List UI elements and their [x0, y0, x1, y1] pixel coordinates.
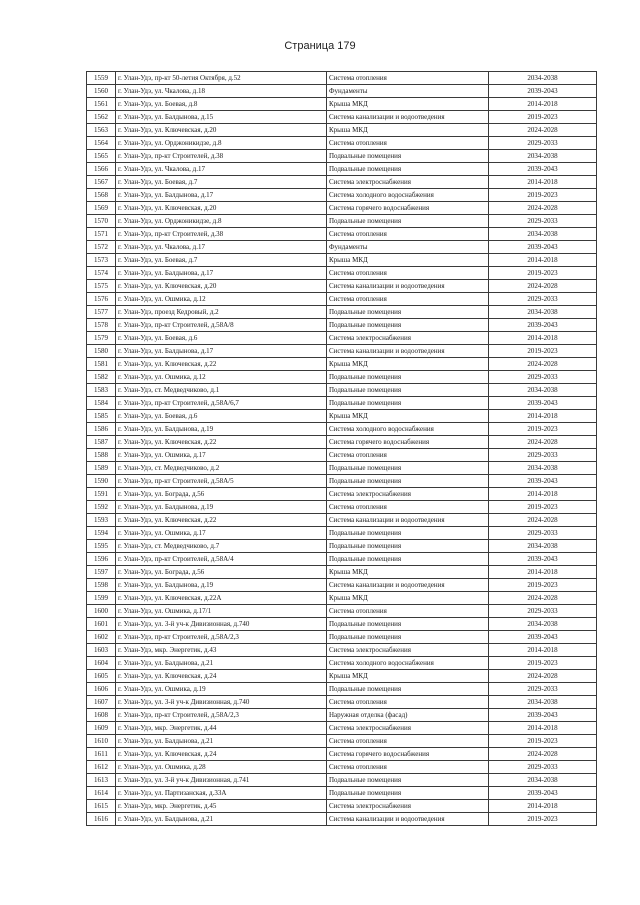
row-address: г. Улан-Удэ, ст. Медведчиково, д.1 [116, 384, 327, 397]
row-address: г. Улан-Удэ, ул. Ошмика, д.17/1 [116, 605, 327, 618]
row-period: 2014-2018 [489, 176, 597, 189]
row-work-type: Система отопления [327, 735, 489, 748]
row-address: г. Улан-Удэ, ул. Орджоникидзе, д.8 [116, 137, 327, 150]
table-row [87, 813, 597, 826]
row-address: г. Улан-Удэ, ул. Бограда, д.56 [116, 566, 327, 579]
row-work-type: Система отопления [327, 761, 489, 774]
table-row [87, 800, 597, 813]
row-period: 2019-2023 [489, 267, 597, 280]
row-work-type: Система электроснабжения [327, 722, 489, 735]
row-period: 2024-2028 [489, 358, 597, 371]
row-address: г. Улан-Удэ, проезд Кедровый, д.2 [116, 306, 327, 319]
row-number: 1564 [87, 137, 116, 150]
table-row [87, 241, 597, 254]
table-row [87, 202, 597, 215]
table-row [87, 215, 597, 228]
row-number: 1559 [87, 72, 116, 85]
row-address: г. Улан-Удэ, ул. Ключевская, д.22 [116, 358, 327, 371]
row-period: 2019-2023 [489, 579, 597, 592]
row-work-type: Подвальные помещения [327, 397, 489, 410]
table-row [87, 254, 597, 267]
row-period: 2019-2023 [489, 345, 597, 358]
row-period: 2024-2028 [489, 436, 597, 449]
row-work-type: Крыша МКД [327, 358, 489, 371]
row-address: г. Улан-Удэ, пр-кт Строителей, д.38 [116, 228, 327, 241]
row-address: г. Улан-Удэ, ул. Боевая, д.6 [116, 332, 327, 345]
row-address: г. Улан-Удэ, мкр. Энергетик, д.45 [116, 800, 327, 813]
row-address: г. Улан-Удэ, пр-кт Строителей, д.58А/2,3 [116, 709, 327, 722]
row-period: 2034-2038 [489, 618, 597, 631]
row-period: 2014-2018 [489, 800, 597, 813]
row-work-type: Система отопления [327, 696, 489, 709]
row-work-type: Система отопления [327, 293, 489, 306]
row-period: 2014-2018 [489, 332, 597, 345]
row-number: 1593 [87, 514, 116, 527]
row-work-type: Подвальные помещения [327, 787, 489, 800]
row-number: 1616 [87, 813, 116, 826]
table-row [87, 553, 597, 566]
row-period: 2014-2018 [489, 488, 597, 501]
row-address: г. Улан-Удэ, ул. Ключевская, д.20 [116, 124, 327, 137]
row-address: г. Улан-Удэ, ул. Ошмика, д.28 [116, 761, 327, 774]
table-row [87, 72, 597, 85]
row-period: 2039-2043 [489, 709, 597, 722]
row-period: 2034-2038 [489, 306, 597, 319]
row-period: 2019-2023 [489, 735, 597, 748]
table-row [87, 423, 597, 436]
row-number: 1615 [87, 800, 116, 813]
row-period: 2029-2033 [489, 761, 597, 774]
row-address: г. Улан-Удэ, пр-кт Строителей, д.58А/2,3 [116, 631, 327, 644]
table-row [87, 371, 597, 384]
table-row [87, 397, 597, 410]
table-row [87, 709, 597, 722]
row-period: 2024-2028 [489, 748, 597, 761]
row-address: г. Улан-Удэ, ул. Ошмика, д.17 [116, 449, 327, 462]
table-row [87, 462, 597, 475]
row-period: 2039-2043 [489, 397, 597, 410]
table-row [87, 358, 597, 371]
row-address: г. Улан-Удэ, ул. Балдынова, д.15 [116, 111, 327, 124]
row-address: г. Улан-Удэ, пр-кт Строителей, д.58А/4 [116, 553, 327, 566]
row-address: г. Улан-Удэ, пр-кт Строителей, д.58А/6,7 [116, 397, 327, 410]
row-number: 1605 [87, 670, 116, 683]
row-work-type: Система холодного водоснабжения [327, 423, 489, 436]
table-row [87, 345, 597, 358]
row-work-type: Система холодного водоснабжения [327, 657, 489, 670]
row-work-type: Система электроснабжения [327, 332, 489, 345]
row-work-type: Подвальные помещения [327, 215, 489, 228]
row-work-type: Подвальные помещения [327, 319, 489, 332]
row-address: г. Улан-Удэ, ул. Боевая, д.8 [116, 98, 327, 111]
row-address: г. Улан-Удэ, ул. Боевая, д.7 [116, 254, 327, 267]
row-work-type: Подвальные помещения [327, 475, 489, 488]
row-address: г. Улан-Удэ, ст. Медведчиково, д.2 [116, 462, 327, 475]
row-number: 1572 [87, 241, 116, 254]
row-period: 2039-2043 [489, 475, 597, 488]
row-number: 1608 [87, 709, 116, 722]
row-number: 1576 [87, 293, 116, 306]
row-period: 2024-2028 [489, 514, 597, 527]
row-address: г. Улан-Удэ, ул. Чкалова, д.17 [116, 163, 327, 176]
row-period: 2034-2038 [489, 384, 597, 397]
row-period: 2039-2043 [489, 319, 597, 332]
row-number: 1602 [87, 631, 116, 644]
row-address: г. Улан-Удэ, мкр. Энергетик, д.44 [116, 722, 327, 735]
row-work-type: Подвальные помещения [327, 553, 489, 566]
table-row [87, 98, 597, 111]
row-period: 2024-2028 [489, 592, 597, 605]
row-number: 1595 [87, 540, 116, 553]
row-address: г. Улан-Удэ, пр-кт Строителей, д.58А/5 [116, 475, 327, 488]
table-row [87, 176, 597, 189]
row-number: 1598 [87, 579, 116, 592]
row-period: 2034-2038 [489, 774, 597, 787]
row-address: г. Улан-Удэ, ул. Ошмика, д.12 [116, 371, 327, 384]
row-address: г. Улан-Удэ, ул. Балдынова, д.17 [116, 189, 327, 202]
row-number: 1570 [87, 215, 116, 228]
row-address: г. Улан-Удэ, ул. Ключевская, д.22А [116, 592, 327, 605]
row-work-type: Система электроснабжения [327, 644, 489, 657]
row-period: 2029-2033 [489, 527, 597, 540]
row-work-type: Крыша МКД [327, 124, 489, 137]
row-period: 2039-2043 [489, 787, 597, 800]
table-row [87, 501, 597, 514]
row-period: 2014-2018 [489, 410, 597, 423]
row-period: 2029-2033 [489, 137, 597, 150]
table-row [87, 514, 597, 527]
row-address: г. Улан-Удэ, пр-кт Строителей, д.58А/8 [116, 319, 327, 332]
table-row [87, 774, 597, 787]
row-number: 1587 [87, 436, 116, 449]
row-address: г. Улан-Удэ, ул. Балдынова, д.21 [116, 735, 327, 748]
table-row [87, 631, 597, 644]
row-address: г. Улан-Удэ, ул. Чкалова, д.18 [116, 85, 327, 98]
row-address: г. Улан-Удэ, ул. Балдынова, д.19 [116, 579, 327, 592]
row-address: г. Улан-Удэ, ул. Ключевская, д.24 [116, 670, 327, 683]
row-period: 2029-2033 [489, 371, 597, 384]
row-work-type: Подвальные помещения [327, 774, 489, 787]
row-number: 1584 [87, 397, 116, 410]
row-period: 2019-2023 [489, 813, 597, 826]
table-row [87, 384, 597, 397]
table-row [87, 293, 597, 306]
row-work-type: Подвальные помещения [327, 371, 489, 384]
row-address: г. Улан-Удэ, ул. Балдынова, д.19 [116, 501, 327, 514]
row-work-type: Система канализации и водоотведения [327, 111, 489, 124]
row-work-type: Система горячего водоснабжения [327, 748, 489, 761]
row-work-type: Подвальные помещения [327, 163, 489, 176]
row-address: г. Улан-Удэ, ул. Балдынова, д.17 [116, 345, 327, 358]
row-address: г. Улан-Удэ, ул. Партизанская, д.33А [116, 787, 327, 800]
row-address: г. Улан-Удэ, ул. Боевая, д.7 [116, 176, 327, 189]
row-number: 1561 [87, 98, 116, 111]
row-period: 2014-2018 [489, 644, 597, 657]
table-row [87, 111, 597, 124]
table-row [87, 436, 597, 449]
row-number: 1604 [87, 657, 116, 670]
row-work-type: Крыша МКД [327, 98, 489, 111]
table-row [87, 566, 597, 579]
row-number: 1582 [87, 371, 116, 384]
row-number: 1588 [87, 449, 116, 462]
table-row [87, 163, 597, 176]
table-row [87, 605, 597, 618]
row-address: г. Улан-Удэ, ул. Чкалова, д.17 [116, 241, 327, 254]
row-period: 2039-2043 [489, 241, 597, 254]
table-row [87, 267, 597, 280]
table-row [87, 644, 597, 657]
row-work-type: Крыша МКД [327, 410, 489, 423]
registry-table-body [87, 72, 597, 826]
row-number: 1562 [87, 111, 116, 124]
row-number: 1611 [87, 748, 116, 761]
row-number: 1590 [87, 475, 116, 488]
row-number: 1591 [87, 488, 116, 501]
table-row [87, 657, 597, 670]
table-row [87, 722, 597, 735]
row-address: г. Улан-Удэ, ул. Балдынова, д.21 [116, 657, 327, 670]
page-header: Страница 179 [284, 40, 356, 52]
table-row [87, 410, 597, 423]
row-period: 2024-2028 [489, 124, 597, 137]
row-number: 1609 [87, 722, 116, 735]
row-work-type: Подвальные помещения [327, 683, 489, 696]
row-number: 1589 [87, 462, 116, 475]
row-number: 1571 [87, 228, 116, 241]
table-row [87, 683, 597, 696]
table-row [87, 475, 597, 488]
row-period: 2014-2018 [489, 254, 597, 267]
table-row [87, 228, 597, 241]
row-number: 1606 [87, 683, 116, 696]
table-row [87, 280, 597, 293]
row-work-type: Наружная отделка (фасад) [327, 709, 489, 722]
row-period: 2034-2038 [489, 462, 597, 475]
row-work-type: Система электроснабжения [327, 800, 489, 813]
row-period: 2029-2033 [489, 293, 597, 306]
row-number: 1583 [87, 384, 116, 397]
row-work-type: Система электроснабжения [327, 176, 489, 189]
row-period: 2034-2038 [489, 696, 597, 709]
row-work-type: Крыша МКД [327, 592, 489, 605]
row-number: 1567 [87, 176, 116, 189]
row-address: г. Улан-Удэ, ул. Бограда, д.56 [116, 488, 327, 501]
row-number: 1610 [87, 735, 116, 748]
row-work-type: Подвальные помещения [327, 462, 489, 475]
table-row [87, 124, 597, 137]
row-address: г. Улан-Удэ, пр-кт 50-летия Октября, д.52 [116, 72, 327, 85]
row-number: 1600 [87, 605, 116, 618]
row-address: г. Улан-Удэ, ул. Ключевская, д.20 [116, 202, 327, 215]
row-number: 1565 [87, 150, 116, 163]
row-number: 1603 [87, 644, 116, 657]
row-period: 2014-2018 [489, 566, 597, 579]
table-row [87, 527, 597, 540]
row-number: 1614 [87, 787, 116, 800]
row-number: 1579 [87, 332, 116, 345]
row-address: г. Улан-Удэ, ул. Балдынова, д.19 [116, 423, 327, 436]
row-number: 1585 [87, 410, 116, 423]
row-work-type: Фундаменты [327, 241, 489, 254]
row-number: 1575 [87, 280, 116, 293]
row-work-type: Система отопления [327, 228, 489, 241]
row-work-type: Подвальные помещения [327, 306, 489, 319]
table-row [87, 761, 597, 774]
table-row [87, 696, 597, 709]
row-number: 1601 [87, 618, 116, 631]
row-work-type: Подвальные помещения [327, 527, 489, 540]
row-number: 1560 [87, 85, 116, 98]
row-work-type: Система канализации и водоотведения [327, 813, 489, 826]
table-row [87, 332, 597, 345]
row-work-type: Система отопления [327, 605, 489, 618]
row-period: 2014-2018 [489, 98, 597, 111]
row-period: 2019-2023 [489, 501, 597, 514]
row-period: 2029-2033 [489, 215, 597, 228]
row-address: г. Улан-Удэ, ул. Балдынова, д.21 [116, 813, 327, 826]
row-work-type: Система горячего водоснабжения [327, 202, 489, 215]
table-row [87, 306, 597, 319]
row-address: г. Улан-Удэ, ул. 3-й уч-к Дивизионная, д.741 [116, 774, 327, 787]
table-row [87, 787, 597, 800]
row-address: г. Улан-Удэ, мкр. Энергетик, д.43 [116, 644, 327, 657]
row-number: 1599 [87, 592, 116, 605]
row-work-type: Система канализации и водоотведения [327, 280, 489, 293]
row-period: 2024-2028 [489, 670, 597, 683]
table-row [87, 150, 597, 163]
row-address: г. Улан-Удэ, ул. Ключевская, д.20 [116, 280, 327, 293]
row-period: 2034-2038 [489, 150, 597, 163]
row-work-type: Система отопления [327, 449, 489, 462]
row-work-type: Система холодного водоснабжения [327, 189, 489, 202]
table-row [87, 189, 597, 202]
row-number: 1568 [87, 189, 116, 202]
row-address: г. Улан-Удэ, ул. Ошмика, д.17 [116, 527, 327, 540]
row-work-type: Система канализации и водоотведения [327, 579, 489, 592]
row-number: 1580 [87, 345, 116, 358]
row-number: 1586 [87, 423, 116, 436]
row-address: г. Улан-Удэ, пр-кт Строителей, д.38 [116, 150, 327, 163]
row-work-type: Система отопления [327, 72, 489, 85]
row-address: г. Улан-Удэ, ул. Ошмика, д.19 [116, 683, 327, 696]
row-number: 1574 [87, 267, 116, 280]
row-number: 1566 [87, 163, 116, 176]
row-number: 1613 [87, 774, 116, 787]
table-row [87, 540, 597, 553]
table-row [87, 85, 597, 98]
row-period: 2029-2033 [489, 449, 597, 462]
row-work-type: Подвальные помещения [327, 540, 489, 553]
registry-table [86, 71, 597, 826]
row-work-type: Система отопления [327, 267, 489, 280]
row-period: 2034-2038 [489, 540, 597, 553]
row-number: 1569 [87, 202, 116, 215]
row-period: 2019-2023 [489, 423, 597, 436]
row-address: г. Улан-Удэ, ул. 3-й уч-к Дивизионная, д.740 [116, 618, 327, 631]
row-work-type: Подвальные помещения [327, 150, 489, 163]
row-address: г. Улан-Удэ, ул. Ключевская, д.22 [116, 514, 327, 527]
row-address: г. Улан-Удэ, ул. 3-й уч-к Дивизионная, д.740 [116, 696, 327, 709]
row-number: 1594 [87, 527, 116, 540]
row-number: 1597 [87, 566, 116, 579]
row-address: г. Улан-Удэ, ул. Балдынова, д.17 [116, 267, 327, 280]
row-address: г. Улан-Удэ, ул. Ошмика, д.12 [116, 293, 327, 306]
row-work-type: Система канализации и водоотведения [327, 345, 489, 358]
row-period: 2019-2023 [489, 189, 597, 202]
row-work-type: Фундаменты [327, 85, 489, 98]
row-period: 2024-2028 [489, 202, 597, 215]
row-address: г. Улан-Удэ, ул. Ключевская, д.22 [116, 436, 327, 449]
table-row [87, 319, 597, 332]
row-number: 1581 [87, 358, 116, 371]
row-number: 1563 [87, 124, 116, 137]
table-row [87, 579, 597, 592]
row-period: 2024-2028 [489, 280, 597, 293]
table-row [87, 592, 597, 605]
row-work-type: Система горячего водоснабжения [327, 436, 489, 449]
row-number: 1607 [87, 696, 116, 709]
row-work-type: Крыша МКД [327, 254, 489, 267]
table-row [87, 735, 597, 748]
row-number: 1592 [87, 501, 116, 514]
table-row [87, 748, 597, 761]
row-period: 2039-2043 [489, 631, 597, 644]
row-work-type: Система отопления [327, 137, 489, 150]
row-number: 1577 [87, 306, 116, 319]
row-period: 2014-2018 [489, 722, 597, 735]
row-period: 2039-2043 [489, 553, 597, 566]
table-row [87, 449, 597, 462]
row-period: 2034-2038 [489, 228, 597, 241]
row-work-type: Система отопления [327, 501, 489, 514]
row-number: 1573 [87, 254, 116, 267]
row-work-type: Подвальные помещения [327, 384, 489, 397]
row-period: 2039-2043 [489, 85, 597, 98]
row-period: 2019-2023 [489, 657, 597, 670]
table-row [87, 618, 597, 631]
row-period: 2039-2043 [489, 163, 597, 176]
row-period: 2019-2023 [489, 111, 597, 124]
table-row [87, 488, 597, 501]
row-period: 2029-2033 [489, 683, 597, 696]
row-work-type: Крыша МКД [327, 566, 489, 579]
row-number: 1596 [87, 553, 116, 566]
row-work-type: Крыша МКД [327, 670, 489, 683]
row-period: 2029-2033 [489, 605, 597, 618]
row-work-type: Подвальные помещения [327, 631, 489, 644]
table-row [87, 137, 597, 150]
row-number: 1612 [87, 761, 116, 774]
row-work-type: Подвальные помещения [327, 618, 489, 631]
row-number: 1578 [87, 319, 116, 332]
row-address: г. Улан-Удэ, ул. Орджоникидзе, д.8 [116, 215, 327, 228]
row-address: г. Улан-Удэ, ул. Ключевская, д.24 [116, 748, 327, 761]
row-address: г. Улан-Удэ, ул. Боевая, д.6 [116, 410, 327, 423]
row-work-type: Система электроснабжения [327, 488, 489, 501]
table-row [87, 670, 597, 683]
row-period: 2034-2038 [489, 72, 597, 85]
row-work-type: Система канализации и водоотведения [327, 514, 489, 527]
row-address: г. Улан-Удэ, ст. Медведчиково, д.7 [116, 540, 327, 553]
